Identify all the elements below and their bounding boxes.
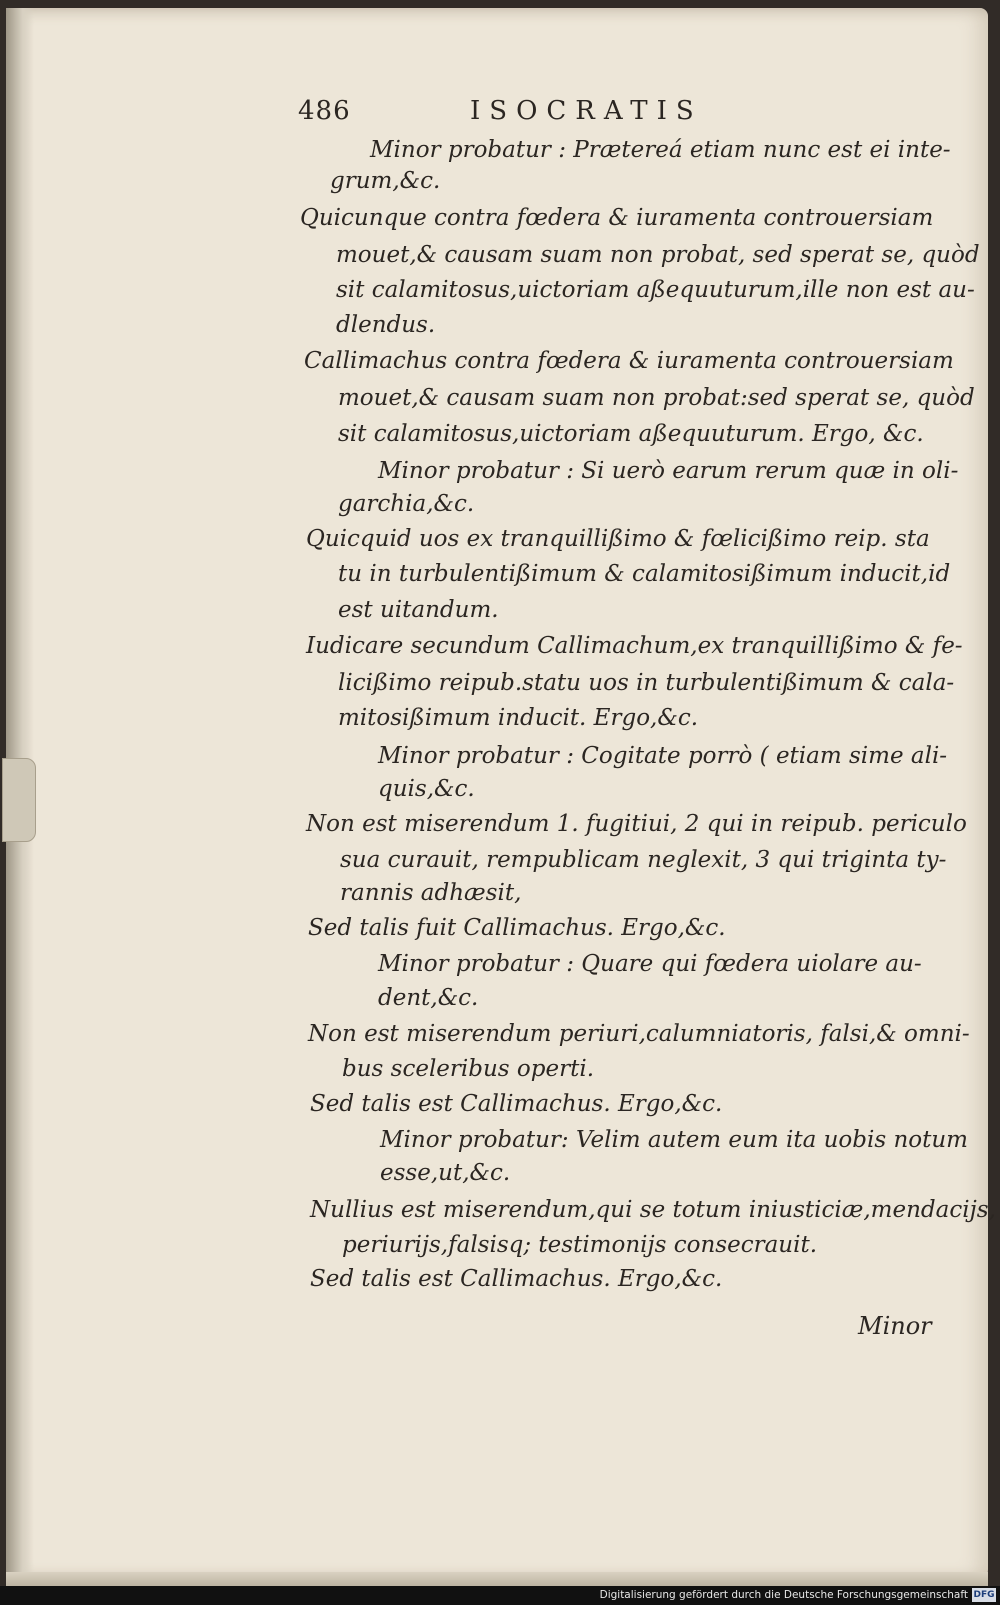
text-line: bus sceleribus operti.: [342, 1056, 595, 1082]
text-line: Iudicare secundum Callimachum,ex tranquillißimo & fe-: [306, 633, 963, 659]
text-line: periurijs,falsisq; testimonijs consecrauit.: [342, 1232, 818, 1258]
text-line: sit calamitosus,uictoriam aßequuturum. Ergo, &c.: [338, 421, 924, 447]
text-line: Non est miserendum periuri,calumniatoris, falsi,& omni-: [308, 1021, 970, 1047]
text-line: mitosißimum inducit. Ergo,&c.: [338, 705, 699, 731]
text-line: dlendus.: [336, 312, 436, 338]
catchword: Minor: [858, 1312, 932, 1340]
text-line: licißimo reipub.statu uos in turbulentißimum & cala-: [338, 670, 955, 696]
text-line: Quicunque contra fœdera & iuramenta controuersiam: [300, 205, 934, 231]
text-line: sua curauit, rempublicam neglexit, 3 qui triginta ty-: [340, 847, 947, 873]
text-line: Non est miserendum 1. fugitiui, 2 qui in reipub. periculo: [306, 811, 967, 837]
text-line: garchia,&c.: [338, 491, 475, 517]
text-line: grum,&c.: [330, 168, 441, 194]
dfg-logo-icon: DFG: [973, 1590, 995, 1600]
text-line: Minor probatur : Si uerò earum rerum quæ in oli-: [378, 458, 959, 484]
text-line: Sed talis est Callimachus. Ergo,&c.: [310, 1091, 723, 1117]
text-line: tu in turbulentißimum & calamitosißimum inducit,id: [338, 561, 951, 587]
page-number: 486: [298, 96, 351, 126]
text-line: Minor probatur : Cogitate porrò ( etiam sime ali-: [378, 743, 948, 769]
text-line: mouet,& causam suam non probat, sed sperat se, quòd: [336, 242, 980, 268]
digitization-footer: [0, 1586, 1000, 1605]
text-line: Callimachus contra fœdera & iuramenta controuersiam: [304, 348, 954, 374]
text-line: Quicquid uos ex tranquillißimo & fœlicißimo reip. sta: [306, 526, 930, 552]
text-line: Minor probatur : Prætereá etiam nunc est ei inte-: [370, 137, 951, 163]
text-line: Minor probatur: Velim autem eum ita uobis notum: [380, 1127, 968, 1153]
text-line: Sed talis est Callimachus. Ergo,&c.: [310, 1266, 723, 1292]
text-line: Nullius est miserendum,qui se totum iniusticiæ,mendacijs,: [310, 1197, 996, 1223]
text-line: esse,ut,&c.: [380, 1160, 511, 1186]
text-line: est uitandum.: [338, 597, 499, 623]
text-line: Minor probatur : Quare qui fœdera uiolare au-: [378, 951, 922, 977]
footer-credit: Digitalisierung gefördert durch die Deutsche Forschungsgemeinschaft: [599, 1589, 968, 1601]
text-line: Sed talis fuit Callimachus. Ergo,&c.: [308, 915, 726, 941]
text-line: quis,&c.: [378, 776, 475, 802]
text-line: dent,&c.: [378, 985, 479, 1011]
running-head: ISOCRATIS: [470, 96, 703, 126]
text-line: sit calamitosus,uictoriam aßequuturum,ille non est au-: [336, 277, 975, 303]
text-line: mouet,& causam suam non probat:sed sperat se, quòd: [338, 385, 975, 411]
text-line: rannis adhæsit,: [340, 880, 522, 906]
